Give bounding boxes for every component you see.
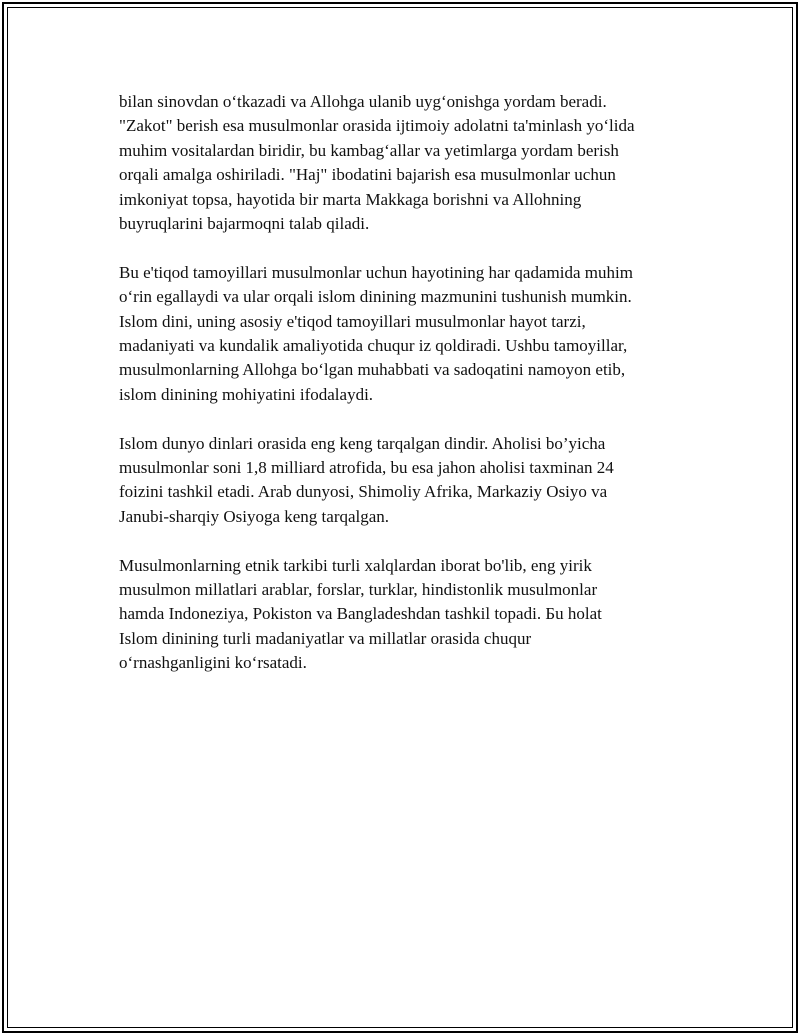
text-line: imkoniyat topsa, hayotida bir marta Makkaga borishni va Allohning: [119, 189, 582, 209]
text-line: Islom dunyo dinlari orasida eng keng tarqalgan dindir. Aholisi bo’yicha: [119, 433, 606, 453]
text-line: buyruqlarini bajarmoqni talab qiladi.: [119, 214, 370, 234]
text-line: muhim vositalardan biridir, bu kambag‘allar va yetimlarga yordam berish: [119, 140, 619, 160]
text-line: musulmonlarning Allohga bo‘lgan muhabbati va sadoqatini namoyon etib,: [119, 360, 626, 380]
text-line: musulmon millatlari arablar, forslar, turklar, hindistonlik musulmonlar: [119, 580, 598, 600]
text-line: islom dinining mohiyatini ifodalaydi.: [119, 384, 374, 404]
text-line: "Zakot" berish esa musulmonlar orasida ijtimoiy adolatni ta'minlash yo‘lida: [119, 116, 635, 136]
document-body: [119, 90, 679, 700]
text-line: Bu e'tiqod tamoyillari musulmonlar uchun hayotining har qadamida muhim: [119, 262, 633, 282]
text-line: Janubi-sharqiy Osiyoga keng tarqalgan.: [119, 506, 390, 526]
text-line: Islom dini, uning asosiy e'tiqod tamoyillari musulmonlar hayot tarzi,: [119, 311, 586, 331]
paragraph-1: [119, 90, 679, 236]
text-line: Islom dinining turli madaniyatlar va millatlar orasida chuqur: [119, 628, 532, 648]
text-line: o‘rnashganligini ko‘rsatadi.: [119, 653, 307, 673]
paragraph-2: [119, 261, 679, 407]
text-line: Musulmonlarning etnik tarkibi turli xalqlardan iborat bo'lib, eng yirik: [119, 555, 592, 575]
paragraph-4: [119, 554, 679, 676]
text-line: orqali amalga oshiriladi. "Haj" ibodatini bajarish esa musulmonlar uchun: [119, 165, 616, 185]
text-line: bilan sinovdan o‘tkazadi va Allohga ulanib uyg‘onishga yordam beradi.: [119, 92, 607, 111]
paragraph-3: [119, 432, 679, 530]
text-line: hamda Indoneziya, Pokiston va Bangladeshdan tashkil topadi. Бu holat: [119, 604, 602, 624]
text-line: foizini tashkil etadi. Arab dunyosi, Shimoliy Afrika, Markaziy Osiyo va: [119, 482, 608, 502]
text-line: musulmonlar soni 1,8 milliard atrofida, bu esa jahon aholisi taxminan 24: [119, 458, 614, 478]
text-line: madaniyati va kundalik amaliyotida chuqur iz qoldiradi. Ushbu tamoyillar,: [119, 336, 628, 356]
text-line: o‘rin egallaydi va ular orqali islom dinining mazmunini tushunish mumkin.: [119, 287, 632, 307]
